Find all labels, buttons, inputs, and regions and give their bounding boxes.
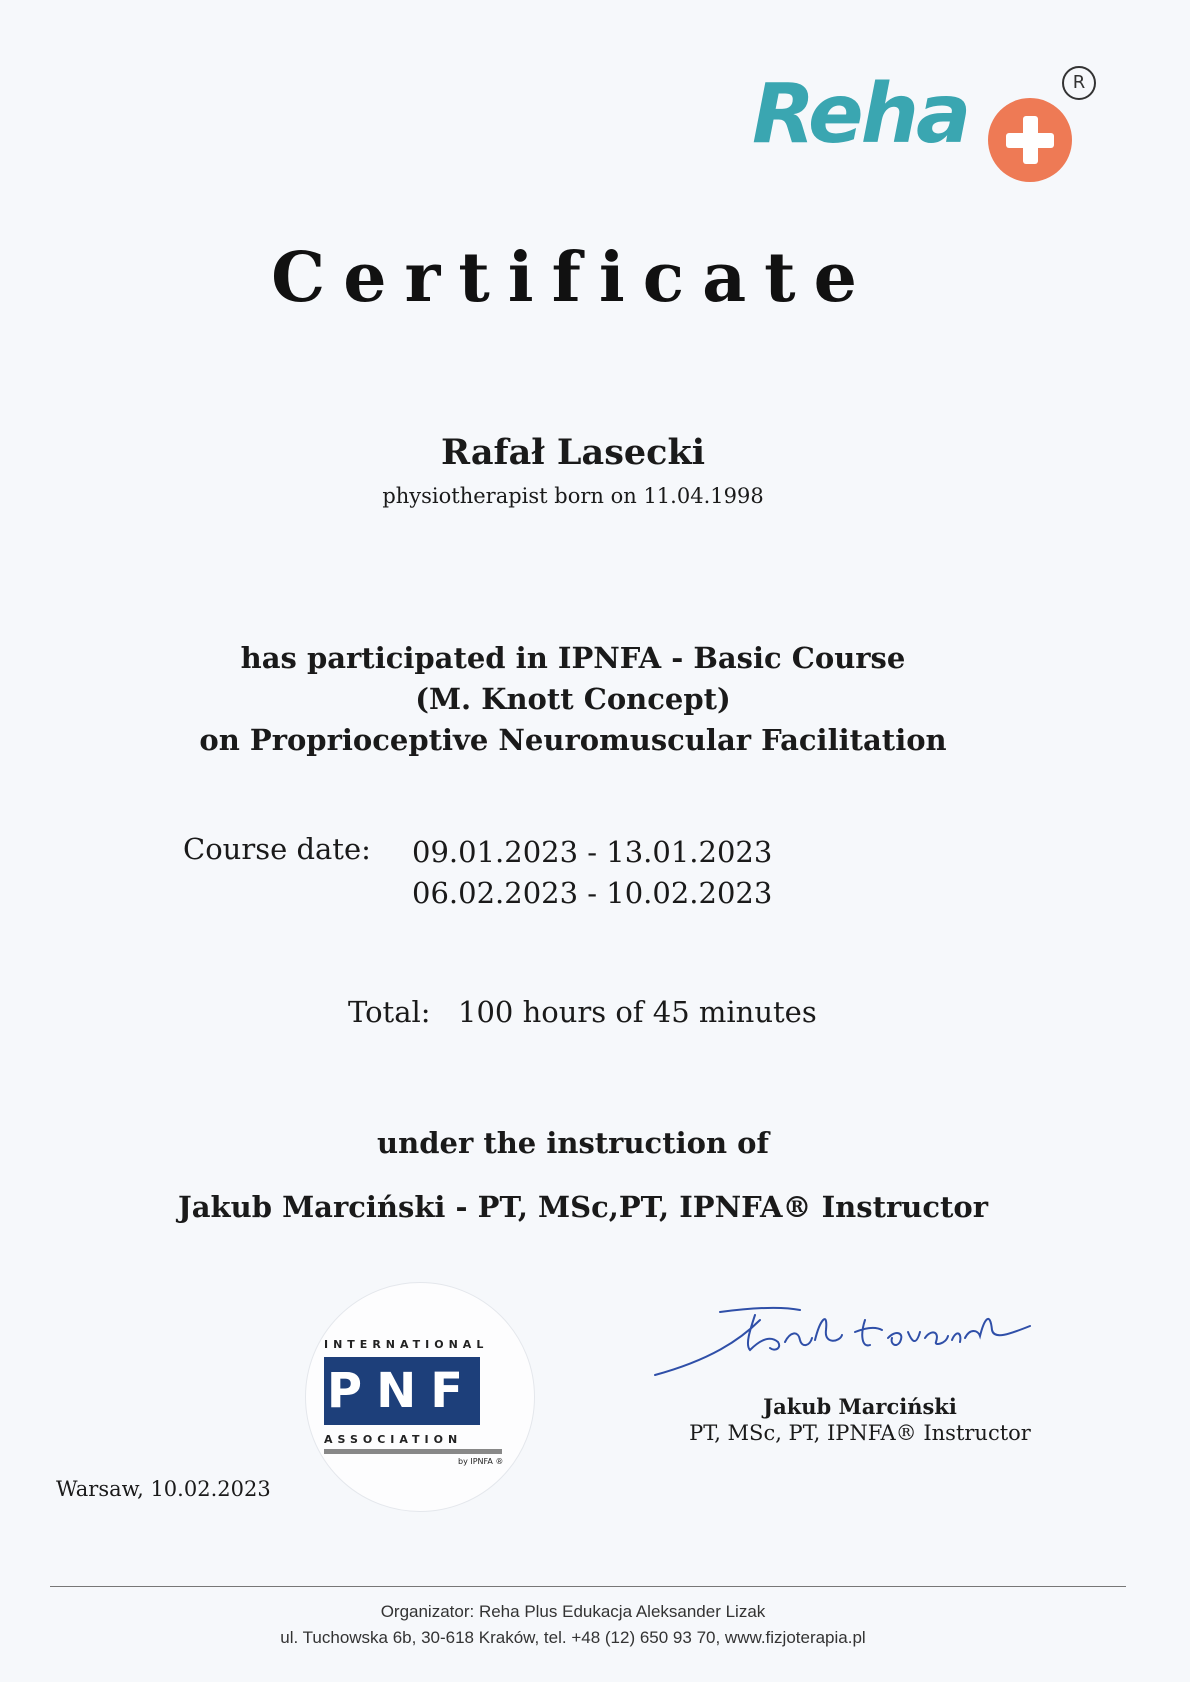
course-dates xyxy=(412,832,772,914)
reha-plus-logo xyxy=(752,62,1092,182)
organizer-line: Organizator: Reha Plus Edukacja Aleksander Lizak xyxy=(380,1602,766,1621)
seal-bottom-text: ASSOCIATION xyxy=(324,1433,463,1446)
participant-name: Rafał Lasecki xyxy=(440,432,706,473)
course-line: on Proprioceptive Neuromuscular Facilitation xyxy=(199,723,947,757)
signatory-name: Jakub Marciński xyxy=(763,1394,957,1419)
logo-text: Reha xyxy=(752,67,969,162)
place-and-date: Warsaw, 10.02.2023 xyxy=(56,1477,271,1501)
course-description xyxy=(0,638,1146,761)
seal-underline xyxy=(324,1449,502,1454)
plus-icon xyxy=(988,98,1072,182)
footer-divider xyxy=(50,1586,1126,1587)
seal-by-text: by IPNFA ® xyxy=(458,1457,504,1466)
registered-mark: R xyxy=(1062,66,1096,100)
instructor-line: Jakub Marciński - PT, MSc,PT, IPNFA® Instructor xyxy=(178,1190,989,1224)
organizer-address: ul. Tuchowska 6b, 30-618 Kraków, tel. +48 (12) 650 93 70, www.fizjoterapia.pl xyxy=(280,1628,866,1647)
course-date-range: 06.02.2023 - 10.02.2023 xyxy=(412,876,773,910)
total-value: 100 hours of 45 minutes xyxy=(458,995,817,1029)
seal-top-text: INTERNATIONAL xyxy=(324,1338,489,1351)
course-line: (M. Knott Concept) xyxy=(415,682,731,716)
total-label: Total: xyxy=(348,995,431,1029)
certificate-title: Certificate xyxy=(271,238,875,318)
participant-description: physiotherapist born on 11.04.1998 xyxy=(382,484,764,508)
seal-pnf-box: PNF xyxy=(324,1357,480,1425)
course-date-label: Course date: xyxy=(183,832,371,866)
course-date-range: 09.01.2023 - 13.01.2023 xyxy=(412,835,773,869)
pnf-association-seal xyxy=(305,1282,535,1512)
signatory-title: PT, MSc, PT, IPNFA® Instructor xyxy=(689,1421,1031,1445)
handwritten-signature xyxy=(650,1290,1070,1400)
course-line: has participated in IPNFA - Basic Course xyxy=(240,641,906,675)
instruction-heading: under the instruction of xyxy=(377,1126,769,1160)
